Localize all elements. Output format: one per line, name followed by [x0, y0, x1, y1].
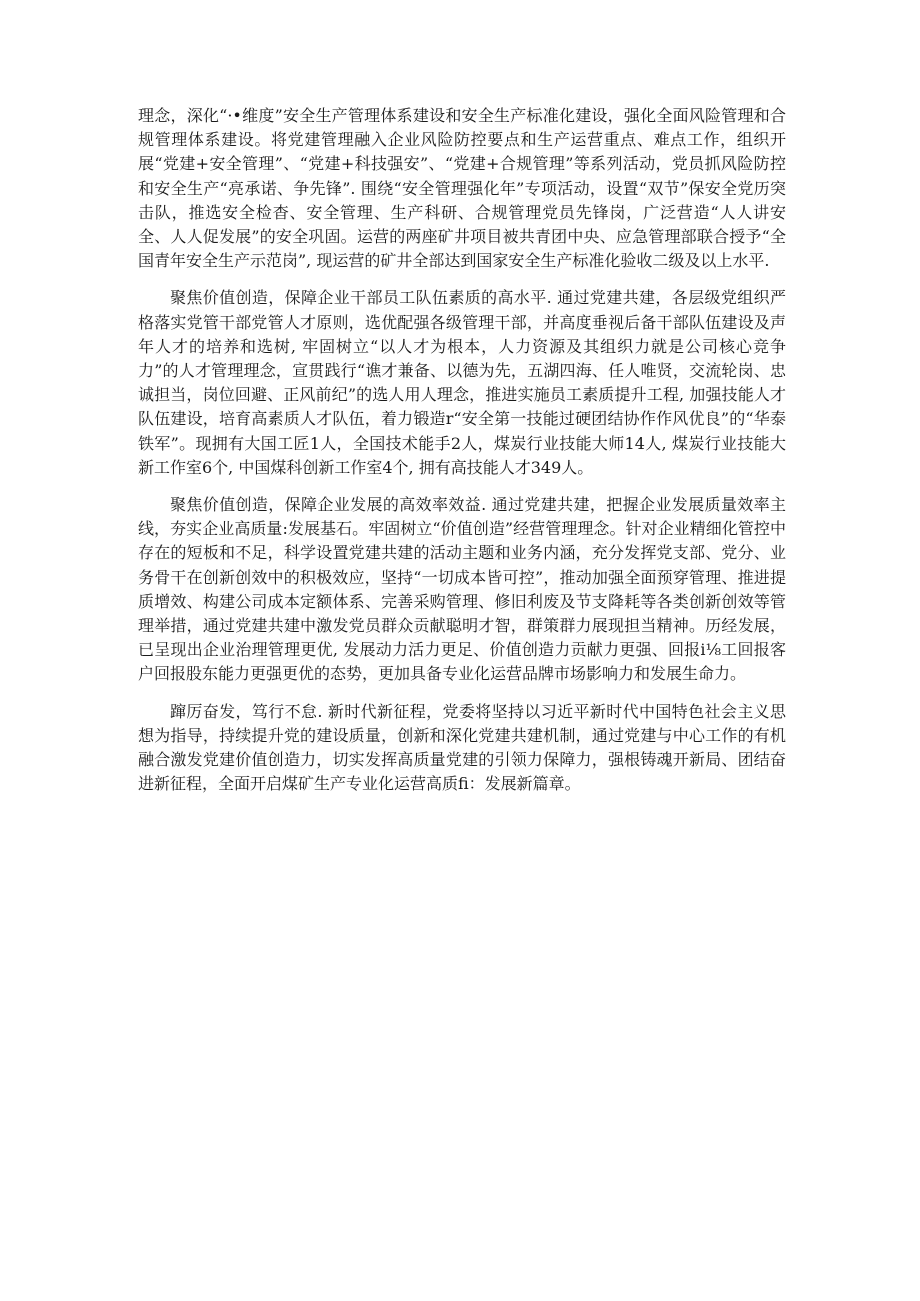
paragraph-risk-management: 理念，深化“·•维度”安全生产管理体系建设和安全生产标准化建设，强化全面风险管理和合规管理体系建设。将党建管理融入企业风险防控要点和生产运营重点、难点工作，组织开展“党建+安全管理”、“党建+科技强安”、“党建+合规管理”等系列活动，党员抓风险防控和安全生产“亮承诺、争先锋”. 围绕“安全管理强化年”专项活动，设置“双节”保安全党历突击队，推选安全检杳、安全管理、生产科研、合规管理党员先锋岗，广泛营造“人人讲安全、人人促发展”的安全巩固。运营的两座矿井项目被共青团中央、应急管理部联合授予“全国青年安全生产示范岗”, 现运营的矿井全部达到国家安全生产标准化验收二级及以上水平. [138, 106, 786, 271]
paragraph-conclusion: 蹿厉奋发，笃行不怠. 新时代新征程，党委将坚持以习近平新时代中国特色社会主义思想为指导，持续提升党的建设质量，创新和深化党建共建机制，通过党建与中心工作的有机融合激发党建价值创造力，切实发挥高质量党建的引领力保障力，强根铸魂开新局、团结奋进新征程，全面开启煤矿生产专业化运营高质fi：发展新篇章。 [138, 701, 786, 794]
document-body [138, 104, 786, 809]
paragraph-efficiency: 聚焦价值创造，保障企业发展的高效率效益. 通过党建共建，把握企业发展质量效率主线，夯实企业高质量:发展基石。牢固树立“价值创造”经营管理理念。针对企业精细化管控中存在的短板和不足，科学设置党建共建的活动主题和业务内涵，充分发挥党支部、党分、业务骨干在创新创效中的积极效应，坚持“一切成本皆可控”，推动加强全面预穿管理、推进提质增效、构建公司成本定额体系、完善采购管理、修旧利废及节支降耗等各类创新创效等管理举措，通过党建共建中激发党员群众贡献聪明才智，群策群力展现担当精神。历经发展，已呈现出企业治理管理更优, 发展动力活力更足、价值创造力贡献力更强、回报i⅛工回报客户回报股东能力更强更优的态势，更加具备专业化运营品牌市场影响力和发展生命力。 [138, 495, 786, 684]
paragraph-talent-quality: 聚焦价值创造，保障企业干部员工队伍素质的高水平. 通过党建共建，各层级党组织严格落实党管干部党管人才原则，选优配强各级管理干部，并高度垂视后备干部队伍建设及声年人才的培养和选树, 牢固树立“以人才为根本，人力资源及其组织力就是公司核心竞争力”的人才管理理念，宣贯践行“谯才兼备、以德为先，五湖四海、任人唯贤，交流轮岗、忠诚担当，岗位回避、正风前纪”的选人用人理念，推进实施员工素质提升工程, 加强技能人才队伍建设，培育高素质人才队伍，着力锻造r“安全第一技能过硬团结协作作风优良”的“华泰铁军”。现拥有大国工匠1人，全国技术能手2人，煤炭行业技能大师14人, 煤炭行业技能大新工作室6个, 中国煤科创新工作室4个, 拥有高技能人才349人。 [138, 288, 786, 477]
